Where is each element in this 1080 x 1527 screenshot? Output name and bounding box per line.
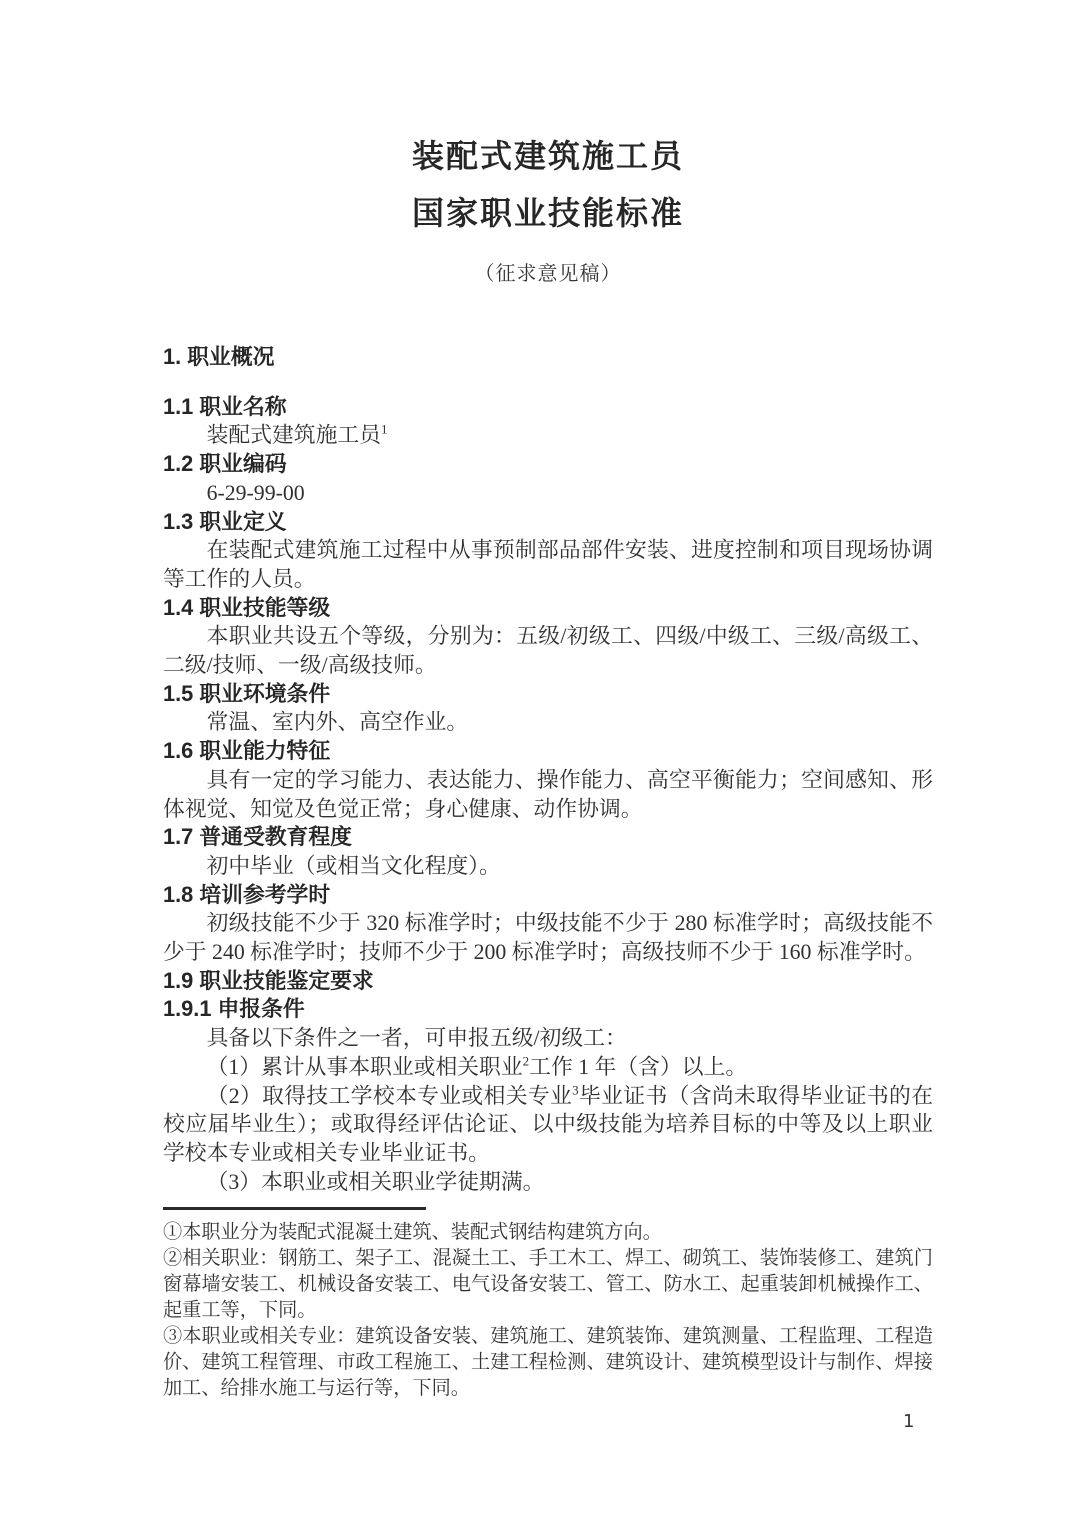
application-conditions-intro: 具备以下条件之一者，可申报五级/初级工： (206, 1026, 627, 1051)
section-1-9-heading: 1.9 职业技能鉴定要求 (163, 967, 374, 993)
page-number: 1 (903, 1411, 915, 1432)
occupation-name-paragraph (163, 421, 933, 450)
condition-item-1 (163, 1053, 933, 1082)
document-title-line2: 国家职业技能标准 (411, 195, 684, 231)
occupation-code-paragraph: 6-29-99-00 (206, 480, 305, 505)
footnotes-block (163, 1207, 933, 1402)
work-environment-paragraph: 常温、室内外、高空作业。 (206, 710, 469, 735)
document-body (163, 343, 933, 1196)
section-1-9-1-heading: 1.9.1 申报条件 (163, 996, 305, 1022)
footnote-2: ②相关职业：钢筋工、架子工、混凝土工、手工木工、焊工、砌筑工、装饰装修工、建筑门窗幕墙安装工、机械设备安装工、电气设备安装工、管工、防水工、起重装卸机械操作工、起重工等，下同。 (163, 1248, 933, 1322)
footnote-ref-1: 1 (380, 422, 388, 438)
title-block (163, 140, 933, 285)
footnote-separator-rule (163, 1207, 426, 1210)
section-1-1-heading: 1.1 职业名称 (163, 393, 287, 419)
section-1-2-heading: 1.2 职业编码 (163, 451, 287, 477)
section-1-5-heading: 1.5 职业环境条件 (163, 680, 331, 706)
section-1-6-heading: 1.6 职业能力特征 (163, 738, 331, 764)
condition-item-1-rest: 工作 1 年（含）以上。 (529, 1054, 748, 1079)
condition-item-2 (163, 1082, 933, 1168)
condition-item-1-text: （1）累计从事本职业或相关职业 (206, 1054, 523, 1079)
ability-traits-paragraph: 具有一定的学习能力、表达能力、操作能力、高空平衡能力；空间感知、形体视觉、知觉及色觉正常；身心健康、动作协调。 (163, 767, 933, 821)
page-content (163, 140, 933, 1402)
document-subtitle: （征求意见稿） (474, 263, 622, 285)
footnote-ref-2: 2 (522, 1053, 530, 1069)
occupation-name-text: 装配式建筑施工员 (206, 423, 381, 448)
document-title-line1: 装配式建筑施工员 (411, 138, 684, 174)
section-1-heading: 1. 职业概况 (163, 344, 275, 369)
condition-item-2-rest: 毕业证书（含尚未取得毕业证书的在校应届毕业生）；或取得经评估论证、以中级技能为培养目标的中等及以上职业学校本专业或相关专业毕业证书。 (163, 1083, 933, 1165)
education-level-paragraph: 初中毕业（或相当文化程度）。 (206, 853, 501, 878)
occupation-definition-paragraph: 在装配式建筑施工过程中从事预制部品部件安装、进度控制和项目现场协调等工作的人员。 (163, 538, 933, 591)
skill-levels-paragraph: 本职业共设五个等级，分别为：五级/初级工、四级/中级工、三级/高级工、二级/技师、一级/高级技师。 (163, 624, 933, 678)
footnote-ref-3: 3 (572, 1082, 579, 1098)
section-1-3-heading: 1.3 职业定义 (163, 508, 287, 534)
section-1-4-heading: 1.4 职业技能等级 (163, 594, 331, 620)
training-hours-paragraph: 初级技能不少于 320 标准学时；中级技能不少于 280 标准学时；高级技能不少于 240 标准学时；技师不少于 200 标准学时；高级技师不少于 160 标准学时。 (163, 911, 933, 965)
footnote-1: ①本职业分为装配式混凝土建筑、装配式钢结构建筑方向。 (163, 1222, 662, 1244)
condition-item-3: （3）本职业或相关职业学徒期满。 (206, 1169, 545, 1194)
section-1-7-heading: 1.7 普通受教育程度 (163, 824, 352, 850)
footnote-3: ③本职业或相关专业：建筑设备安装、建筑施工、建筑装饰、建筑测量、工程监理、工程造价、建筑工程管理、市政工程施工、土建工程检测、建筑设计、建筑模型设计与制作、焊接加工、给排水施工与运行等，下同。 (163, 1326, 933, 1400)
condition-item-2-text: （2）取得技工学校本专业或相关专业 (206, 1083, 573, 1108)
section-1-8-heading: 1.8 培训参考学时 (163, 881, 331, 907)
